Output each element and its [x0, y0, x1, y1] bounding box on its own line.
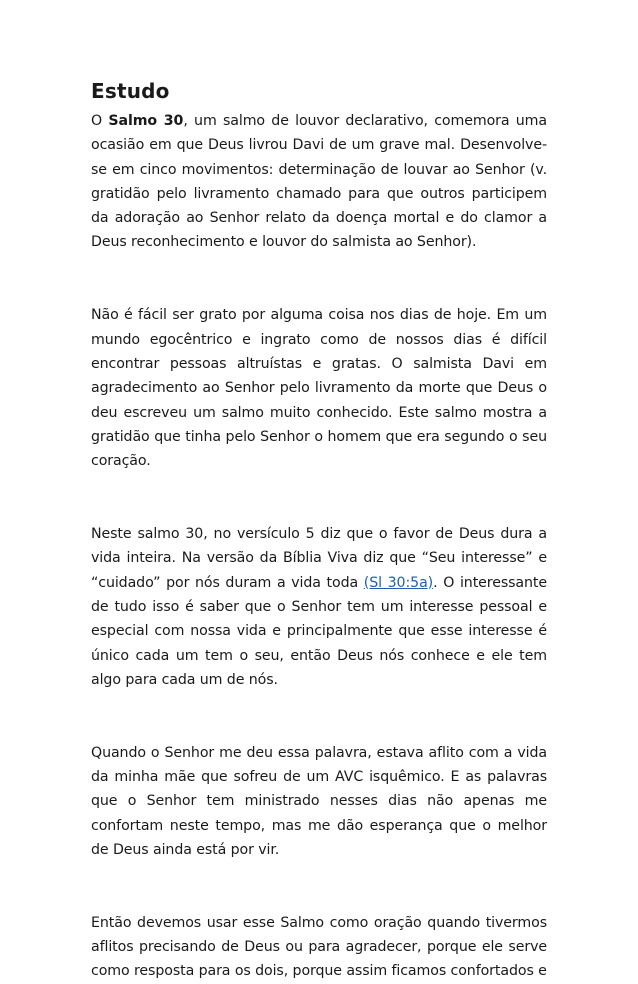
paragraph-3-after: . O interessante de tudo isso é saber que o Senhor tem um interesse pessoal e especial com nossa vida e principalmente que esse interesse é único cada um tem o seu, então Deus nós conhece e ele tem algo para cada um de nós.	[91, 574, 547, 688]
psalm-reference-bold: Salmo 30	[108, 113, 184, 129]
paragraph-3-before: Neste salmo 30, no versículo 5 diz que o favor de Deus dura a vida inteira. Na versão da Bíblia Viva diz que “Seu interesse” e “cuidado” por nós duram a vida toda	[91, 526, 547, 591]
paragraph-1-lead: O	[91, 113, 109, 129]
document-page	[91, 76, 547, 984]
document-title: Estudo	[91, 79, 170, 103]
paragraph-3	[91, 522, 547, 692]
paragraph-5: Então devemos usar esse Salmo como oração quando tivermos aflitos precisando de Deus ou para agradecer, porque ele serve como resposta para os dois, porque assim ficamos confortados e	[91, 914, 547, 980]
paragraph-1	[91, 109, 547, 255]
verse-reference-link[interactable]: (Sl 30:5a)	[363, 574, 434, 591]
paragraph-1-rest: , um salmo de louvor declarativo, comemora uma ocasião em que Deus livrou Davi de um grave mal. Desenvolve-se em cinco movimentos: determinação de louvar ao Senhor (v. gratidão pelo livramento chamado para que outros participem da adoração ao Senhor relato da doença mortal e do clamor a Deus reconhecimento e louvor do salmista ao Senhor).	[91, 113, 547, 251]
paragraph-4: Quando o Senhor me deu essa palavra, estava aflito com a vida da minha mãe que sofreu de um AVC isquêmico. E as palavras que o Senhor tem ministrado nesses dias não apenas me confortam neste tempo, mas me dão esperança que o melhor de Deus ainda está por vir.	[91, 744, 547, 858]
paragraph-2: Não é fácil ser grato por alguma coisa nos dias de hoje. Em um mundo egocêntrico e ingrato como de nossos dias é difícil encontrar pessoas altruístas e gratas. O salmista Davi em agradecimento ao Senhor pelo livramento da morte que Deus o deu escreveu um salmo muito conhecido. Este salmo mostra a gratidão que tinha pelo Senhor o homem que era segundo o seu coração.	[91, 307, 547, 470]
